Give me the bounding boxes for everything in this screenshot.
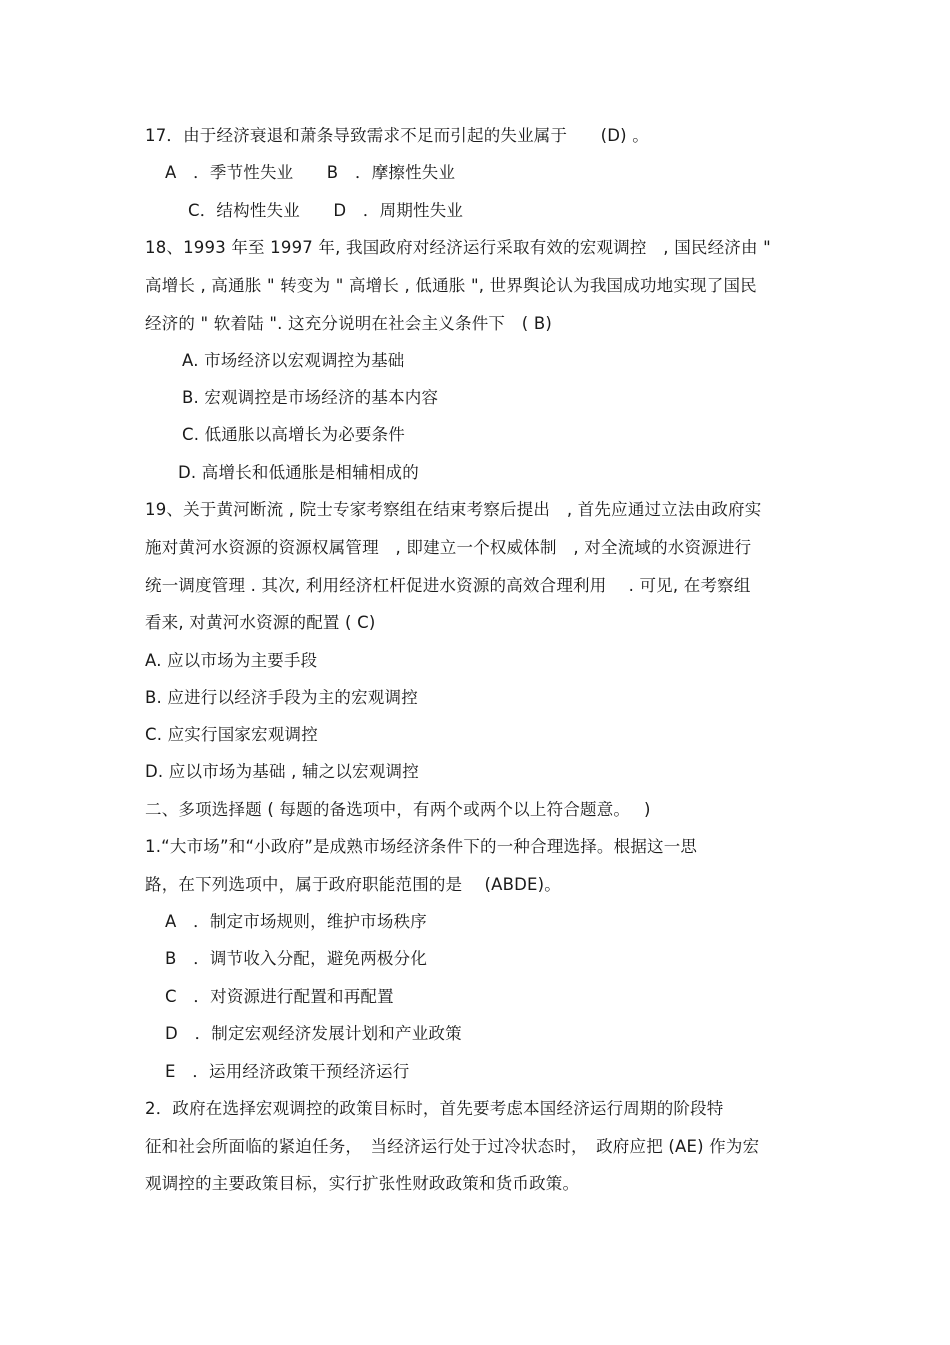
question-18-stem-line-3: 经济的 " 软着陆 ". 这充分说明在社会主义条件下 ( B) xyxy=(145,314,553,333)
multi-question-1-stem-line-1: 1.“大市场”和“小政府”是成熟市场经济条件下的一种合理选择。根据这一思 xyxy=(145,837,698,856)
question-18-option-a: A. 市场经济以宏观调控为基础 xyxy=(182,351,405,370)
multi-question-1-option-a: A ．制定市场规则，维护市场秩序 xyxy=(165,912,427,931)
question-19-stem-line-2: 施对黄河水资源的资源权属管理 , 即建立一个权威体制 , 对全流域的水资源进行 xyxy=(145,538,752,557)
multi-question-1-stem-line-2: 路，在下列选项中，属于政府职能范围的是 (ABDE)。 xyxy=(145,875,561,894)
multi-question-1-option-c: C ．对资源进行配置和再配置 xyxy=(165,987,394,1006)
question-19-option-d: D. 应以市场为基础 , 辅之以宏观调控 xyxy=(145,762,419,781)
question-18-option-c: C. 低通胀以高增长为必要条件 xyxy=(182,425,406,444)
question-19-stem-line-3: 统一调度管理 . 其次, 利用经济杠杆促进水资源的高效合理利用 . 可见, 在考察组 xyxy=(145,576,751,595)
question-19-stem-line-4: 看来, 对黄河水资源的配置 ( C) xyxy=(145,613,376,632)
question-17-options-cd: C．结构性失业 D ．周期性失业 xyxy=(188,201,464,220)
multi-question-2-stem-line-3: 观调控的主要政策目标，实行扩张性财政政策和货币政策。 xyxy=(145,1174,580,1193)
question-18-stem-line-2: 高增长 , 高通胀 " 转变为 " 高增长 , 低通胀 ", 世界舆论认为我国成功地实现了国民 xyxy=(145,276,757,295)
question-19-option-b: B. 应进行以经济手段为主的宏观调控 xyxy=(145,688,418,707)
multi-question-1-option-d: D ．制定宏观经济发展计划和产业政策 xyxy=(165,1024,462,1043)
multi-question-1-option-b: B ．调节收入分配，避免两极分化 xyxy=(165,949,428,968)
question-18-option-b: B. 宏观调控是市场经济的基本内容 xyxy=(182,388,439,407)
multi-question-2-stem-line-1: 2．政府在选择宏观调控的政策目标时，首先要考虑本国经济运行周期的阶段特 xyxy=(145,1099,724,1118)
multi-question-1-option-e: E ．运用经济政策干预经济运行 xyxy=(165,1062,410,1081)
question-19-stem-line-1: 19、关于黄河断流 , 院士专家考察组在结束考察后提出 , 首先应通过立法由政府实 xyxy=(145,500,762,519)
question-17-options-ab: A ．季节性失业 B ．摩擦性失业 xyxy=(165,163,456,182)
question-17-stem: 17．由于经济衰退和萧条导致需求不足而引起的失业属于 (D) 。 xyxy=(145,126,649,145)
multi-question-2-stem-line-2: 征和社会所面临的紧迫任务， 当经济运行处于过冷状态时， 政府应把 (AE) 作为宏 xyxy=(145,1137,760,1156)
question-19-option-c: C. 应实行国家宏观调控 xyxy=(145,725,318,744)
question-19-option-a: A. 应以市场为主要手段 xyxy=(145,651,318,670)
section-2-heading: 二、多项选择题 ( 每题的备选项中，有两个或两个以上符合题意。 ) xyxy=(145,800,651,819)
question-18-option-d: D. 高增长和低通胀是相辅相成的 xyxy=(178,463,419,482)
question-18-stem-line-1: 18、1993 年至 1997 年, 我国政府对经济运行采取有效的宏观调控 , 国民经济由 " xyxy=(145,238,771,257)
